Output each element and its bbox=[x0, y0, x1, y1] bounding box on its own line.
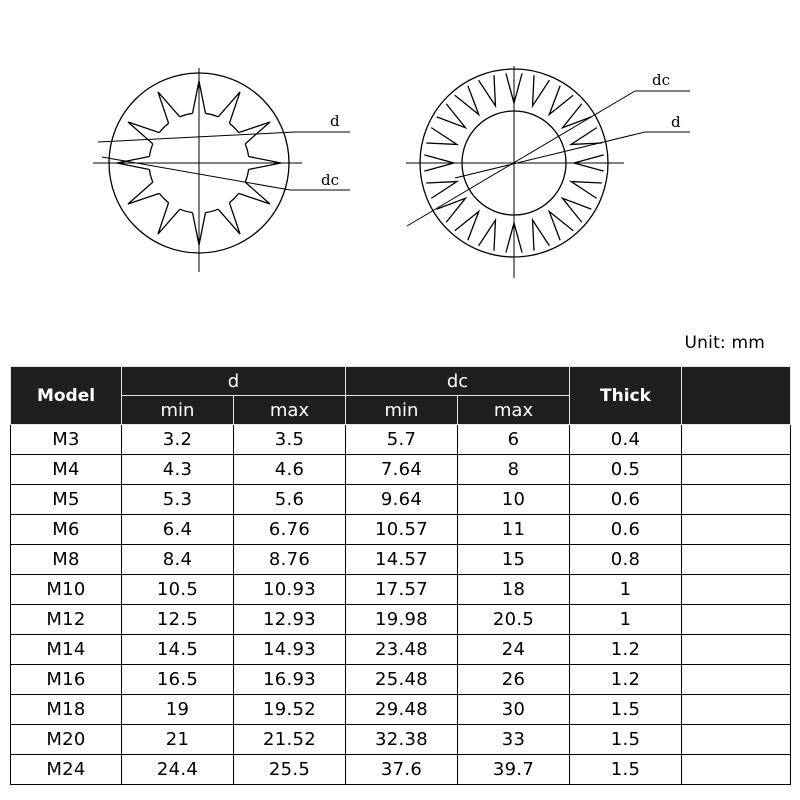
tooth-gap-arc bbox=[149, 144, 152, 157]
label-d-left: d bbox=[330, 112, 340, 130]
cell-thick: 0.4 bbox=[570, 425, 682, 455]
cell-d-min: 3.2 bbox=[122, 425, 234, 455]
tooth-gap-arc bbox=[229, 193, 238, 202]
tooth bbox=[455, 212, 479, 241]
cell-dc-max: 24 bbox=[458, 635, 570, 665]
cell-dc-min: 10.57 bbox=[346, 515, 458, 545]
cell-model: M20 bbox=[11, 725, 122, 755]
cell-d-min: 21 bbox=[122, 725, 234, 755]
tooth bbox=[426, 128, 457, 145]
cell-model: M18 bbox=[11, 695, 122, 725]
cell-dc-max: 26 bbox=[458, 665, 570, 695]
cell-d-max: 25.5 bbox=[234, 755, 346, 785]
cell-extra bbox=[682, 665, 791, 695]
cell-d-max: 5.6 bbox=[234, 485, 346, 515]
label-d-right: d bbox=[671, 113, 681, 131]
cell-d-min: 5.3 bbox=[122, 485, 234, 515]
cell-model: M10 bbox=[11, 575, 122, 605]
cell-dc-min: 29.48 bbox=[346, 695, 458, 725]
cell-dc-max: 8 bbox=[458, 455, 570, 485]
cell-extra bbox=[682, 725, 791, 755]
table-row bbox=[11, 665, 791, 695]
cell-d-max: 16.93 bbox=[234, 665, 346, 695]
cell-d-max: 14.93 bbox=[234, 635, 346, 665]
tooth bbox=[437, 104, 466, 128]
spec-table-body bbox=[11, 425, 791, 785]
tooth-gap-arc bbox=[180, 113, 193, 116]
cell-d-max: 3.5 bbox=[234, 425, 346, 455]
table-row bbox=[11, 545, 791, 575]
cell-dc-max: 15 bbox=[458, 545, 570, 575]
unit-label: Unit: mm bbox=[684, 333, 765, 353]
cell-extra bbox=[682, 455, 791, 485]
tooth bbox=[563, 198, 592, 222]
cell-model: M5 bbox=[11, 485, 122, 515]
header-d-min: min bbox=[122, 396, 234, 425]
external-tooth-washer-drawing bbox=[406, 66, 690, 278]
cell-dc-max: 10 bbox=[458, 485, 570, 515]
cell-thick: 1 bbox=[570, 575, 682, 605]
cell-extra bbox=[682, 575, 791, 605]
cell-extra bbox=[682, 635, 791, 665]
cell-d-min: 10.5 bbox=[122, 575, 234, 605]
tooth bbox=[218, 92, 240, 123]
cell-model: M14 bbox=[11, 635, 122, 665]
cell-d-min: 4.3 bbox=[122, 455, 234, 485]
tooth-gap-arc bbox=[180, 209, 193, 212]
cell-dc-min: 25.48 bbox=[346, 665, 458, 695]
cell-thick: 0.6 bbox=[570, 485, 682, 515]
table-row bbox=[11, 455, 791, 485]
table-row bbox=[11, 635, 791, 665]
label-dc-right: dc bbox=[652, 71, 671, 89]
header-d-max: max bbox=[234, 396, 346, 425]
tooth-gap-arc bbox=[229, 123, 238, 132]
cell-dc-min: 37.6 bbox=[346, 755, 458, 785]
cell-dc-min: 17.57 bbox=[346, 575, 458, 605]
cell-model: M6 bbox=[11, 515, 122, 545]
table-row bbox=[11, 515, 791, 545]
cell-dc-min: 19.98 bbox=[346, 605, 458, 635]
cell-extra bbox=[682, 755, 791, 785]
cell-d-min: 24.4 bbox=[122, 755, 234, 785]
tooth bbox=[128, 182, 159, 204]
tooth bbox=[549, 212, 573, 241]
cell-d-min: 8.4 bbox=[122, 545, 234, 575]
tooth bbox=[426, 182, 457, 199]
table-row bbox=[11, 575, 791, 605]
tooth-gap-arc bbox=[245, 144, 248, 157]
cell-extra bbox=[682, 485, 791, 515]
washer-drawings bbox=[0, 0, 800, 320]
cell-dc-min: 14.57 bbox=[346, 545, 458, 575]
label-dc-left: dc bbox=[321, 171, 340, 189]
tooth bbox=[571, 128, 602, 145]
tooth bbox=[479, 220, 496, 251]
cell-dc-max: 39.7 bbox=[458, 755, 570, 785]
cell-d-max: 12.93 bbox=[234, 605, 346, 635]
table-row bbox=[11, 695, 791, 725]
cell-d-min: 16.5 bbox=[122, 665, 234, 695]
tooth bbox=[571, 182, 602, 199]
cell-dc-max: 18 bbox=[458, 575, 570, 605]
cell-extra bbox=[682, 545, 791, 575]
cell-d-max: 10.93 bbox=[234, 575, 346, 605]
cell-dc-min: 9.64 bbox=[346, 485, 458, 515]
cell-thick: 1.5 bbox=[570, 695, 682, 725]
d-leader-line bbox=[98, 132, 295, 142]
cell-d-max: 21.52 bbox=[234, 725, 346, 755]
header-dc-min: min bbox=[346, 396, 458, 425]
tooth-gap-arc bbox=[245, 169, 248, 182]
cell-dc-min: 5.7 bbox=[346, 425, 458, 455]
header-blank bbox=[682, 367, 791, 425]
tooth bbox=[479, 75, 496, 106]
cell-thick: 1.5 bbox=[570, 725, 682, 755]
cell-model: M24 bbox=[11, 755, 122, 785]
cell-dc-max: 30 bbox=[458, 695, 570, 725]
cell-dc-min: 23.48 bbox=[346, 635, 458, 665]
cell-thick: 0.8 bbox=[570, 545, 682, 575]
cell-dc-min: 7.64 bbox=[346, 455, 458, 485]
cell-thick: 0.6 bbox=[570, 515, 682, 545]
header-dc: dc bbox=[346, 367, 570, 396]
tooth bbox=[437, 198, 466, 222]
cell-d-min: 12.5 bbox=[122, 605, 234, 635]
table-row bbox=[11, 605, 791, 635]
cell-dc-min: 32.38 bbox=[346, 725, 458, 755]
cell-extra bbox=[682, 425, 791, 455]
cell-dc-max: 11 bbox=[458, 515, 570, 545]
cell-thick: 1 bbox=[570, 605, 682, 635]
cell-model: M12 bbox=[11, 605, 122, 635]
cell-model: M4 bbox=[11, 455, 122, 485]
header-thick: Thick bbox=[570, 367, 682, 425]
cell-d-min: 14.5 bbox=[122, 635, 234, 665]
tooth bbox=[158, 92, 180, 123]
cell-dc-max: 20.5 bbox=[458, 605, 570, 635]
cell-d-max: 6.76 bbox=[234, 515, 346, 545]
tooth-gap-arc bbox=[205, 113, 218, 116]
cell-thick: 1.2 bbox=[570, 665, 682, 695]
cell-d-max: 8.76 bbox=[234, 545, 346, 575]
header-d: d bbox=[122, 367, 346, 396]
table-row bbox=[11, 485, 791, 515]
tooth bbox=[563, 104, 592, 128]
header-dc-max: max bbox=[458, 396, 570, 425]
table-row bbox=[11, 725, 791, 755]
cell-thick: 1.2 bbox=[570, 635, 682, 665]
cell-model: M16 bbox=[11, 665, 122, 695]
table-row bbox=[11, 425, 791, 455]
cell-d-max: 19.52 bbox=[234, 695, 346, 725]
tooth-gap-arc bbox=[205, 209, 218, 212]
table-row bbox=[11, 755, 791, 785]
cell-d-min: 19 bbox=[122, 695, 234, 725]
cell-thick: 1.5 bbox=[570, 755, 682, 785]
tooth-gap-arc bbox=[159, 193, 168, 202]
tooth-gap-arc bbox=[159, 123, 168, 132]
tooth bbox=[239, 122, 270, 144]
cell-d-min: 6.4 bbox=[122, 515, 234, 545]
tooth bbox=[533, 75, 550, 106]
cell-dc-max: 6 bbox=[458, 425, 570, 455]
dc-leader-line bbox=[102, 157, 290, 190]
tooth-gap-arc bbox=[149, 169, 152, 182]
tooth bbox=[158, 203, 180, 234]
cell-extra bbox=[682, 515, 791, 545]
internal-tooth-washer-drawing bbox=[93, 68, 350, 272]
cell-extra bbox=[682, 605, 791, 635]
tooth bbox=[549, 86, 573, 115]
tooth bbox=[533, 220, 550, 251]
cell-thick: 0.5 bbox=[570, 455, 682, 485]
tooth bbox=[218, 203, 240, 234]
cell-model: M3 bbox=[11, 425, 122, 455]
d-leader-line bbox=[455, 132, 645, 178]
cell-dc-max: 33 bbox=[458, 725, 570, 755]
cell-extra bbox=[682, 695, 791, 725]
cell-d-max: 4.6 bbox=[234, 455, 346, 485]
spec-table bbox=[10, 366, 791, 785]
cell-model: M8 bbox=[11, 545, 122, 575]
header-model: Model bbox=[11, 367, 122, 425]
tooth bbox=[455, 86, 479, 115]
